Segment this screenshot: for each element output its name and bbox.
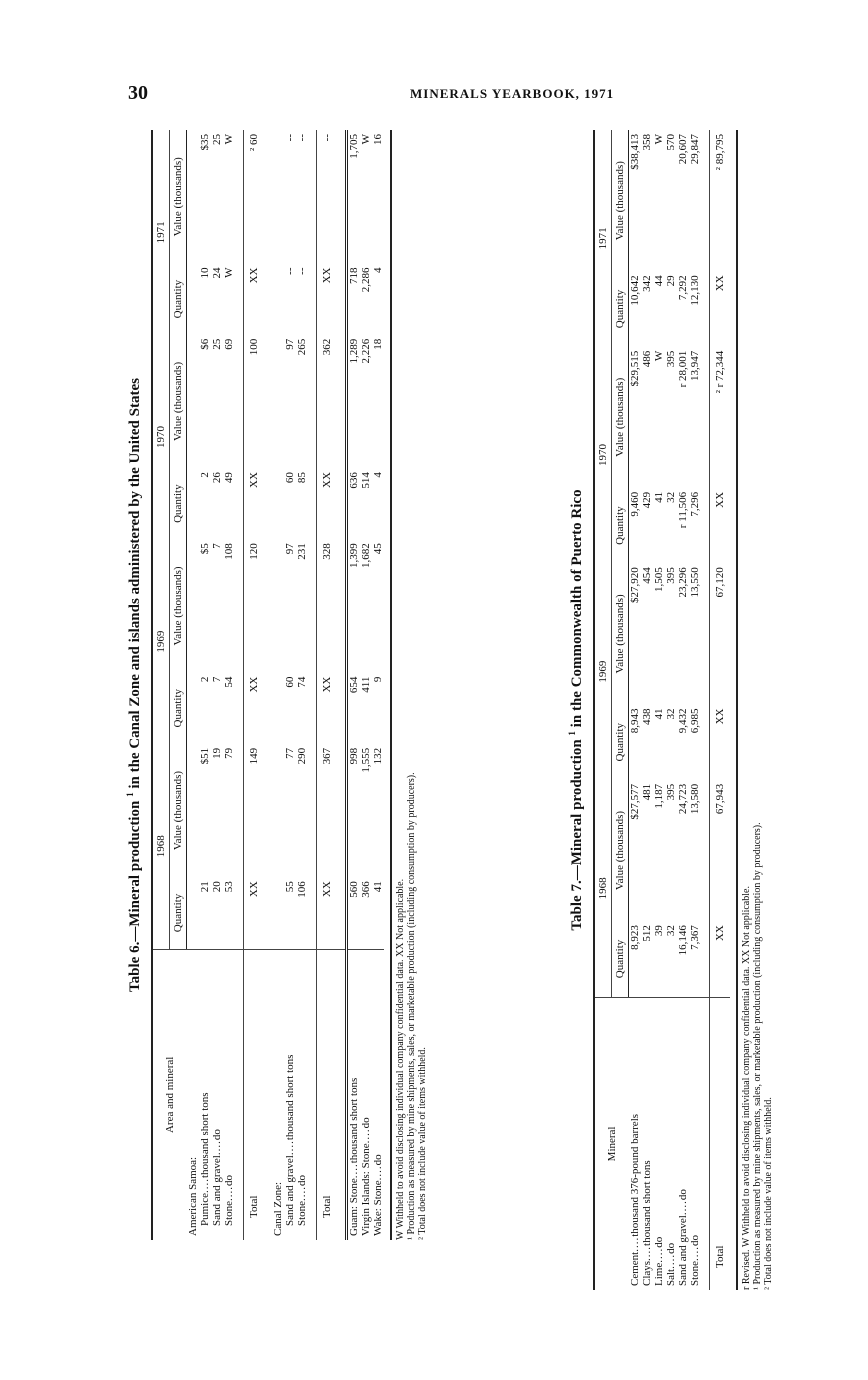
table6-footnote: ² Total does not include value of items withheld.: [416, 1047, 428, 1240]
col-header-quantity: Quantity: [612, 921, 629, 997]
leader-dots: ....: [689, 1245, 701, 1261]
table-cell: W: [653, 134, 665, 145]
table-cell: 18: [371, 338, 384, 350]
table-cell: XX: [710, 271, 731, 346]
table-cell: 395: [665, 567, 677, 584]
table-cell: 9: [371, 676, 384, 683]
table-cell: 45: [371, 543, 384, 555]
table-cell: 395: [665, 350, 677, 368]
spacer-row: [701, 130, 710, 1290]
table6-footnotes: [390, 130, 428, 1240]
table-cell: 358: [641, 134, 653, 151]
table-cell: ² 89,795: [710, 130, 731, 271]
row-label-text: Clays: [641, 1260, 653, 1286]
table-row: [677, 130, 689, 1290]
table-cell: 13,580: [689, 783, 701, 815]
table-cell: 77: [283, 747, 296, 759]
row-label-text: Wake: Stone: [371, 1180, 384, 1236]
col-header-quantity: Quantity: [170, 468, 187, 539]
table-cell: 25: [210, 134, 223, 145]
table-cell: 454: [641, 567, 653, 584]
table-cell: $35: [198, 134, 211, 151]
row-label-text: Pumice: [198, 1193, 211, 1226]
table-row: [360, 130, 372, 1240]
table-cell: 32: [665, 708, 677, 720]
table7-footnote: r Revised. W Withheld to avoid disclosing individual company confidential data. XX Not applicable.: [741, 886, 752, 1290]
table-cell: XX: [243, 468, 264, 539]
table7: [593, 130, 730, 1290]
table-cell: XX: [710, 705, 731, 780]
table-cell: 39: [653, 925, 665, 937]
table-cell: 1,705: [346, 130, 360, 264]
row-unit: do: [222, 1174, 235, 1186]
table-cell: 2: [198, 676, 211, 683]
table-cell: 41: [371, 881, 384, 893]
table-cell: 16: [371, 134, 384, 145]
group-heading-row: [272, 130, 284, 1240]
row-unit: thousand 376-pound barrels: [628, 1113, 641, 1237]
table-cell: 2,286: [359, 267, 372, 293]
table-cell: XX: [243, 264, 264, 335]
total-row: [243, 130, 264, 1240]
table-cell: 20: [210, 881, 223, 893]
table-cell: W: [653, 350, 665, 362]
table-cell: 25: [210, 338, 223, 350]
table7-year-1969: 1969: [594, 563, 612, 780]
table7-footnote: ¹ Production as measured by mine shipments, sales, or marketable production (including consumption by producers).: [752, 822, 763, 1290]
table-cell: 100: [243, 335, 264, 468]
leader-dots: ....: [653, 1247, 665, 1263]
table-cell: 9,460: [629, 491, 641, 517]
total-row: [316, 130, 337, 1240]
table-row: [346, 130, 360, 1240]
table-cell: 998: [346, 744, 360, 877]
leader-dots: ....: [359, 1128, 372, 1144]
table-cell: 514: [359, 472, 372, 489]
spacer-row: [337, 130, 347, 1240]
page-number: 30: [128, 82, 148, 104]
table-cell: 1,187: [653, 783, 665, 809]
table-cell: 21: [198, 881, 211, 893]
col-header-quantity: Quantity: [612, 271, 629, 346]
table-cell: 366: [359, 881, 372, 898]
table-cell: --: [283, 267, 296, 275]
table6-year-1969: 1969: [152, 539, 170, 744]
table-cell: 106: [295, 881, 308, 898]
row-label: [346, 949, 360, 1240]
table7-title-footnote-mark: 1: [567, 731, 577, 736]
leader-dots: ....: [347, 1163, 360, 1179]
table-cell: 55: [283, 881, 296, 893]
table6: [151, 130, 384, 1240]
table-cell: 60: [283, 676, 296, 688]
row-label: [296, 949, 308, 1240]
table7-col-header-mineral: Mineral: [594, 997, 629, 1290]
table-cell: 2,226: [359, 338, 372, 364]
row-label: [689, 997, 701, 1290]
table-cell: XX: [316, 468, 337, 539]
row-label: [641, 997, 653, 1290]
col-header-value: Value (thousands): [170, 539, 187, 672]
row-label: [665, 997, 677, 1290]
table-cell: 570: [665, 134, 677, 151]
row-unit: thousand short tons: [347, 1077, 360, 1164]
table-cell: 13,947: [689, 350, 701, 381]
leader-dots: ....: [283, 1140, 296, 1156]
table-cell: 1,289: [346, 335, 360, 468]
table-cell: W: [222, 134, 235, 145]
table-cell: $51: [198, 747, 211, 765]
table-cell: 362: [316, 335, 337, 468]
table-cell: 290: [295, 747, 308, 765]
col-header-value: Value (thousands): [170, 744, 187, 877]
table-cell: $38,413: [629, 134, 641, 170]
table-cell: 13,550: [689, 567, 701, 598]
table-cell: 486: [641, 350, 653, 368]
row-label-text: Salt: [665, 1268, 677, 1286]
row-unit: do: [665, 1242, 677, 1254]
row-label-text: Stone: [222, 1200, 235, 1226]
table-cell: $27,920: [629, 567, 641, 604]
table6-title: Table 6.—Mineral production $^1$ in the Canal Zone and islands administered by the United States: [125, 378, 143, 992]
spacer-row: [235, 130, 244, 1240]
row-label: [372, 949, 384, 1240]
table-cell: 328: [316, 539, 337, 672]
table-cell: 718: [346, 264, 360, 335]
leader-dots: ....: [665, 1253, 677, 1269]
col-header-value: Value (thousands): [170, 130, 187, 264]
table-cell: --: [316, 130, 337, 264]
row-label-text: Stone: [295, 1200, 308, 1226]
table-cell: 8,943: [629, 708, 641, 734]
table-cell: 512: [641, 925, 653, 942]
row-unit: do: [677, 1189, 689, 1201]
table-cell: 429: [641, 491, 653, 509]
table-row: [223, 130, 235, 1240]
table-cell: 7: [210, 676, 223, 683]
col-header-value: Value (thousands): [612, 347, 629, 488]
row-label-text: Sand and gravel: [677, 1215, 689, 1286]
row-unit: thousand short tons: [641, 1160, 653, 1246]
table7-footnotes: [736, 130, 774, 1290]
table-cell: 7: [210, 543, 223, 549]
row-label: [629, 997, 642, 1290]
table-row: [296, 130, 308, 1240]
table-cell: 60: [283, 472, 296, 484]
col-header-value: Value (thousands): [612, 780, 629, 921]
table-cell: XX: [316, 264, 337, 335]
table-cell: 265: [295, 338, 308, 356]
table6-col-header-area: Area and mineral: [152, 949, 187, 1240]
table-cell: ² r 72,344: [710, 347, 731, 488]
table-cell: 132: [371, 747, 384, 765]
row-label: [316, 949, 337, 1240]
table-cell: 4: [371, 267, 384, 273]
row-unit: do: [653, 1236, 665, 1248]
leader-dots: ....: [198, 1178, 211, 1193]
table-row: [653, 130, 665, 1290]
table-cell: 7,292: [677, 275, 689, 301]
table-cell: r 11,506: [677, 491, 689, 529]
table-cell: $27,577: [629, 783, 641, 820]
table-cell: 7,296: [689, 491, 701, 517]
table-cell: 438: [641, 708, 653, 726]
group-heading: American Samoa:: [187, 949, 199, 1240]
table-cell: $6: [198, 338, 211, 350]
table-cell: 1,555: [359, 747, 372, 773]
table-cell: 2: [198, 472, 211, 478]
leader-dots: ....: [295, 1185, 308, 1201]
table-row: [665, 130, 677, 1290]
row-label: [243, 949, 264, 1240]
table-cell: 44: [653, 275, 665, 287]
table-cell: 636: [346, 468, 360, 539]
table-cell: 367: [316, 744, 337, 877]
table-cell: 54: [222, 676, 235, 688]
table-cell: 120: [243, 539, 264, 672]
leader-dots: ....: [628, 1236, 641, 1252]
table-row: [689, 130, 701, 1290]
table-cell: 85: [295, 472, 308, 484]
table-cell: 654: [346, 673, 360, 744]
table-cell: 97: [283, 543, 296, 555]
row-label: [223, 949, 235, 1240]
leader-dots: ....: [222, 1185, 235, 1201]
row-label: [211, 949, 223, 1240]
table-cell: 108: [222, 543, 235, 560]
leader-dots: ....: [677, 1200, 689, 1216]
table-cell: 481: [641, 783, 653, 801]
row-unit: do: [210, 1129, 223, 1141]
table-row: [372, 130, 384, 1240]
group-heading: Canal Zone:: [272, 949, 284, 1240]
table-cell: 12,130: [689, 275, 701, 306]
table6-block: [120, 130, 428, 1240]
row-label-text: Total: [320, 1195, 333, 1218]
table-cell: 24: [210, 267, 223, 279]
col-header-quantity: Quantity: [170, 264, 187, 335]
table-cell: 29: [665, 275, 677, 287]
table-cell: XX: [243, 877, 264, 949]
leader-dots: ....: [210, 1140, 223, 1156]
row-label-text: Lime: [653, 1262, 665, 1286]
row-unit: thousand short tons: [198, 1092, 211, 1178]
row-unit: do: [371, 1154, 384, 1166]
table-row: [629, 130, 642, 1290]
table-cell: 19: [210, 747, 223, 759]
row-label: [360, 949, 372, 1240]
running-head: MINERALS YEARBOOK, 1971: [410, 86, 615, 101]
leader-dots: ....: [641, 1245, 653, 1261]
row-label-text: Total: [714, 1245, 726, 1268]
table-cell: 32: [665, 491, 677, 503]
table-cell: 23,296: [677, 567, 689, 598]
col-header-value: Value (thousands): [612, 130, 629, 271]
table-cell: 97: [283, 338, 296, 350]
group-heading-row: [187, 130, 199, 1240]
table7-block: [562, 130, 774, 1290]
row-label: [710, 997, 731, 1290]
table-cell: XX: [316, 877, 337, 949]
table-cell: 67,943: [710, 780, 731, 921]
table-cell: $29,515: [629, 350, 641, 387]
row-label: [653, 997, 665, 1290]
table6-title-footnote-mark: 1: [125, 792, 135, 797]
row-label-text: Sand and gravel: [283, 1155, 296, 1226]
table-cell: 395: [665, 783, 677, 801]
table-cell: 1,505: [653, 567, 665, 593]
table-cell: 41: [653, 491, 665, 503]
col-header-quantity: Quantity: [170, 673, 187, 744]
table7-year-1968: 1968: [594, 780, 612, 997]
table-cell: 6,985: [689, 708, 701, 734]
table-cell: $5: [198, 543, 211, 555]
table-row: [211, 130, 223, 1240]
table-cell: 67,120: [710, 563, 731, 704]
col-header-quantity: Quantity: [170, 877, 187, 949]
table-row: [641, 130, 653, 1290]
row-unit: do: [359, 1117, 372, 1129]
table-cell: ² 60: [243, 130, 264, 264]
table-cell: 24,723: [677, 783, 689, 815]
table-cell: 560: [346, 877, 360, 949]
row-label-text: Virgin Islands: Stone: [359, 1143, 372, 1236]
table-cell: 7,367: [689, 925, 701, 950]
table-cell: --: [283, 134, 296, 142]
table-cell: 10: [198, 267, 211, 279]
row-label-text: Cement: [628, 1251, 641, 1286]
table-cell: 231: [295, 543, 308, 560]
table-cell: 4: [371, 472, 384, 478]
table-cell: 149: [243, 744, 264, 877]
spacer-row: [264, 130, 272, 1240]
table-cell: --: [295, 267, 308, 275]
table-cell: 1,682: [359, 543, 372, 569]
table-cell: 26: [210, 472, 223, 484]
table6-footnote: W Withheld to avoid disclosing individual company confidential data. XX Not applicable.: [394, 878, 406, 1240]
table-cell: 411: [359, 676, 372, 693]
table6-year-1970: 1970: [152, 335, 170, 540]
table-cell: 49: [222, 472, 235, 484]
table-cell: 74: [295, 676, 308, 688]
table-cell: XX: [316, 673, 337, 744]
table-cell: 10,642: [629, 275, 641, 306]
col-header-quantity: Quantity: [612, 488, 629, 563]
table6-year-1968: 1968: [152, 744, 170, 949]
table-cell: W: [222, 267, 235, 278]
table7-year-1970: 1970: [594, 347, 612, 564]
total-row: [710, 130, 731, 1290]
row-unit: do: [295, 1174, 308, 1186]
table-cell: 53: [222, 881, 235, 893]
table-cell: XX: [710, 921, 731, 997]
table-cell: 1,399: [346, 539, 360, 672]
table-cell: XX: [710, 488, 731, 563]
row-label-text: Sand and gravel: [210, 1155, 223, 1226]
table-cell: 41: [653, 708, 665, 720]
table-cell: 16,146: [677, 925, 689, 956]
row-label-text: Guam: Stone: [347, 1178, 360, 1236]
col-header-value: Value (thousands): [612, 563, 629, 704]
row-label: [199, 949, 211, 1240]
table-cell: r 28,001: [677, 350, 689, 388]
table-row: [199, 130, 211, 1240]
table-cell: 79: [222, 747, 235, 759]
row-unit: thousand short tons: [283, 1054, 296, 1141]
row-label-text: Total: [247, 1195, 260, 1218]
table-cell: 342: [641, 275, 653, 292]
table-cell: XX: [243, 673, 264, 744]
table-cell: 8,923: [629, 925, 641, 950]
table-cell: 69: [222, 338, 235, 350]
table7-title: Table 7.—Mineral production $^1$ in the Commonwealth of Puerto Rico: [567, 489, 585, 931]
table-row: [284, 130, 296, 1240]
table7-footnote: ² Total does not include value of items withheld.: [763, 1097, 774, 1290]
table-cell: --: [295, 134, 308, 142]
col-header-value: Value (thousands): [170, 335, 187, 468]
leader-dots: ....: [371, 1165, 384, 1181]
spacer-row: [308, 130, 317, 1240]
table-cell: 29,847: [689, 134, 701, 165]
table6-year-1971: 1971: [152, 130, 170, 335]
table-cell: W: [359, 134, 372, 145]
table-cell: 9,432: [677, 708, 689, 734]
page-header: [0, 82, 868, 106]
row-label-text: Stone: [689, 1260, 701, 1286]
row-label: [284, 949, 296, 1240]
table7-year-1971: 1971: [594, 130, 612, 347]
row-label: [677, 997, 689, 1290]
row-unit: do: [689, 1234, 701, 1246]
table-cell: 32: [665, 925, 677, 937]
col-header-quantity: Quantity: [612, 705, 629, 780]
table-cell: 20,607: [677, 134, 689, 165]
table6-footnote: ¹ Production as measured by mine shipments, sales, or marketable production (including consumption by producers).: [405, 772, 417, 1240]
